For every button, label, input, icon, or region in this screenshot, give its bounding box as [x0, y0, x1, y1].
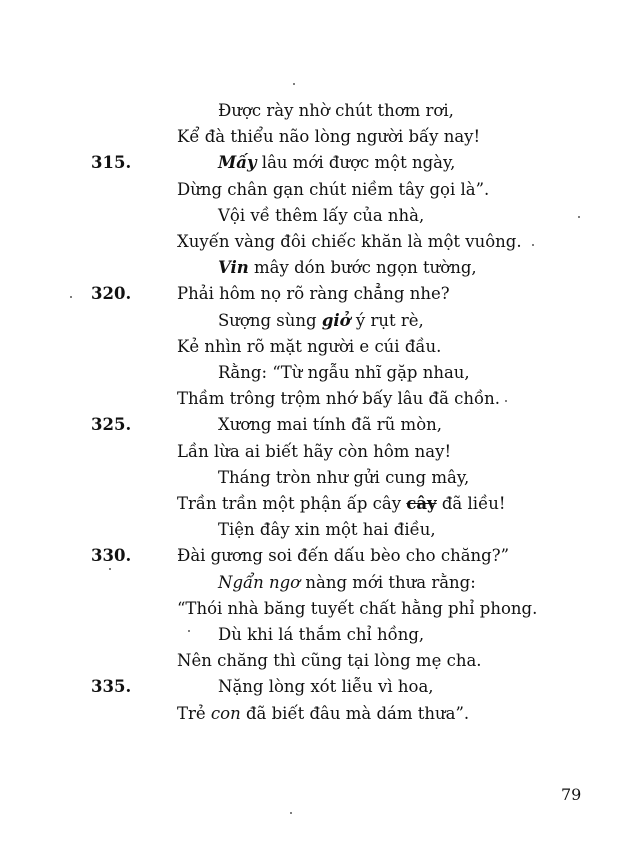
verse-text: Nên chăng thì cũng tại lòng mẹ cha.: [177, 651, 482, 671]
verse-text: Dù khi lá thắm chỉ hồng,: [218, 625, 425, 644]
verse-line: [218, 468, 469, 488]
print-speck: [70, 296, 72, 298]
verse-text: Tháng tròn như gửi cung mây,: [218, 467, 470, 487]
verse-line: [218, 153, 455, 173]
verse-text: ý rụt rè,: [350, 310, 424, 330]
verse-text: Sượng sùng: [218, 310, 322, 330]
verse-text: lâu mới được một ngày,: [256, 153, 456, 173]
print-speck: [578, 216, 580, 218]
verse-line-number: 325.: [91, 415, 132, 435]
verse-line: [218, 415, 442, 435]
verse-text: Kể đà thiểu não lòng người bấy nay!: [177, 127, 481, 147]
verse-text: Vội về thêm lấy của nhà,: [218, 205, 425, 225]
print-speck: [293, 83, 295, 85]
verse-text: giở: [321, 310, 351, 330]
verse-text: mây dón bước ngọn tường,: [248, 258, 477, 278]
verse-text: Tiện đây xin một hai điều,: [218, 520, 436, 540]
verse-line: [218, 311, 424, 331]
verse-line: [218, 625, 424, 645]
verse-text: Rằng: “Từ ngẫu nhĩ gặp nhau,: [218, 363, 470, 382]
verse-line: [177, 180, 489, 200]
verse-line: [177, 442, 451, 462]
verse-text: Đài gương soi đến dấu bèo cho chăng?”: [177, 546, 510, 566]
verse-line-number: 335.: [91, 677, 132, 697]
verse-line: [177, 337, 441, 357]
verse-line: [218, 101, 454, 121]
verse-line: [177, 494, 505, 514]
verse-line: [218, 206, 424, 226]
verse-text: Vin: [218, 258, 249, 278]
print-speck: [505, 400, 507, 402]
verse-text: Xương mai tính đã rũ mòn,: [218, 415, 443, 435]
verse-text: “Thói nhà băng tuyết chất hằng phỉ phong.: [177, 598, 538, 618]
print-speck: [532, 244, 534, 246]
verse-line: [177, 651, 482, 671]
verse-text: Mấy: [218, 153, 257, 173]
verse-text: đã liều!: [436, 494, 506, 513]
verse-text: Kẻ nhìn rõ mặt người e cúi đầu.: [177, 336, 442, 356]
verse-text: đã biết đâu mà dám thưa”.: [240, 703, 470, 723]
verse-line: [177, 704, 469, 724]
verse-line: [177, 232, 522, 252]
verse-text: Trần trần một phận ấp cây: [177, 494, 407, 513]
verse-text: Thầm trông trộm nhớ bấy lâu đã chồn.: [177, 389, 500, 409]
verse-text: Trẻ: [177, 703, 211, 723]
verse-line-number: 315.: [91, 153, 132, 173]
verse-text: Phải hôm nọ rõ ràng chẳng nhe?: [177, 284, 450, 304]
verse-line: [218, 363, 470, 383]
verse-line-number: 330.: [91, 546, 132, 566]
verse-line: [177, 127, 480, 147]
verse-line: [177, 389, 500, 409]
verse-text: Xuyến vàng đôi chiếc khăn là một vuông.: [177, 232, 522, 251]
verse-line-number: 320.: [91, 284, 132, 304]
verse-text: Nặng lòng xót liễu vì hoa,: [218, 677, 434, 697]
verse-text: nàng mới thưa rằng:: [300, 572, 476, 592]
verse-line: [218, 520, 436, 540]
verse-text: con: [210, 703, 241, 723]
verse-text: Được rày nhờ chút thơm rơi,: [218, 101, 454, 120]
verse-line: [177, 546, 509, 566]
print-speck: [188, 630, 190, 632]
verse-line: [218, 573, 476, 593]
verse-text: Ngẩn ngơ: [218, 572, 301, 592]
page-number: 79: [561, 785, 582, 804]
print-speck: [290, 812, 292, 814]
print-speck: [109, 568, 111, 570]
verse-line: [218, 677, 434, 697]
verse-line: [177, 284, 450, 304]
verse-line: [218, 258, 477, 278]
verse-line: [177, 599, 537, 619]
verse-text: Dừng chân gạn chút niềm tây gọi là”.: [177, 179, 490, 199]
verse-text: Lần lừa ai biết hãy còn hôm nay!: [177, 441, 452, 461]
verse-text: cây: [406, 494, 437, 513]
